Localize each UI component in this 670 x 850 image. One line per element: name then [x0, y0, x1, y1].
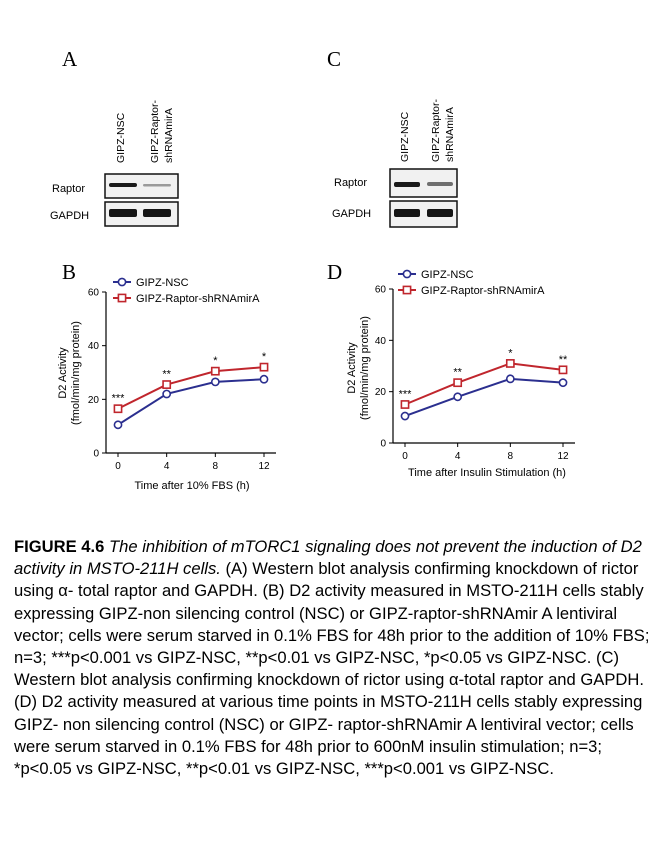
- x-tick-label: 4: [454, 451, 461, 462]
- blot-row-label: Raptor: [334, 177, 368, 189]
- y-tick-label: 40: [374, 335, 386, 347]
- blot-lane-label: GIPZ-Raptor-: [149, 99, 161, 163]
- blot-band: [109, 183, 137, 187]
- western-blot-a: [50, 99, 178, 226]
- x-tick-label: 8: [212, 461, 219, 472]
- series-line: [405, 363, 563, 404]
- x-tick-label: 8: [507, 451, 514, 462]
- data-point: [114, 421, 121, 428]
- significance-annotation: **: [162, 368, 171, 381]
- blot-lane-label: GIPZ-NSC: [115, 112, 127, 163]
- y-tick-label: 60: [374, 284, 386, 296]
- y-axis-label-units: (fmol/min/mg protein): [359, 316, 371, 420]
- blot-band: [394, 209, 420, 217]
- x-tick-label: 4: [163, 461, 170, 472]
- y-tick-label: 40: [87, 341, 99, 353]
- blot-row-label: GAPDH: [50, 210, 90, 222]
- y-tick-label: 20: [87, 394, 99, 406]
- blot-band: [143, 184, 171, 187]
- panel-label-a: A: [62, 47, 78, 71]
- legend-label: GIPZ-NSC: [136, 277, 189, 289]
- data-point: [454, 393, 461, 400]
- data-point: [559, 366, 566, 373]
- blot-lane-label: GIPZ-Raptor-: [430, 98, 442, 162]
- y-tick-label: 60: [87, 287, 99, 299]
- figure-title: The inhibition of mTORC1 signaling does not prevent the induction of D2 activity in MSTO-211H cells.: [14, 537, 642, 579]
- legend-label: GIPZ-Raptor-shRNAmirA: [421, 285, 545, 297]
- blot-band: [394, 182, 420, 187]
- y-tick-label: 20: [374, 387, 386, 399]
- data-point: [260, 364, 267, 371]
- y-axis-label: D2 Activity: [57, 347, 69, 399]
- significance-annotation: *: [213, 355, 218, 368]
- data-point: [401, 412, 408, 419]
- x-tick-label: 12: [258, 461, 270, 472]
- figure-caption: [14, 536, 654, 780]
- series-line: [118, 379, 264, 425]
- blot-band: [427, 182, 453, 186]
- data-point: [163, 390, 170, 397]
- blot-band: [143, 209, 171, 217]
- x-tick-label: 12: [557, 451, 569, 462]
- data-point: [454, 379, 461, 386]
- figure-caption-body: (A) Western blot analysis confirming knockdown of rictor using α- total raptor and GAPDH. (B) D2 activity measured in MSTO-211H cells stably expressing GIPZ-non silencing control (NSC) or GIPZ-raptor-shRNAmir A lentiviral vector; cells were serum starved in 0.1% FBS for 48h prior to the addition of 10% FBS; n=3; ***p<0.001 vs GIPZ-NSC, **p<0.01 vs GIPZ-NSC, *p<0.05 vs GIPZ-NSC. (C) Western blot analysis confirming knockdown of rictor using α-total raptor and GAPDH. (D) D2 activity measured at various time points in MSTO-211H cells stably expressing GIPZ- non silencing control (NSC) or GIPZ- raptor-shRNAmir A lentiviral vector; cells were serum starved in 0.1% FBS for 48h prior to 600nM insulin stimulation; n=3; *p<0.05 vs GIPZ-NSC, **p<0.01 vs GIPZ-NSC, ***p<0.001 vs GIPZ-NSC.: [14, 559, 650, 779]
- significance-annotation: ***: [398, 388, 412, 401]
- western-blots: [0, 0, 670, 240]
- y-tick-label: 0: [93, 448, 99, 460]
- panel-label-b: B: [62, 260, 77, 284]
- panel-label-d: D: [327, 260, 343, 284]
- data-point: [163, 381, 170, 388]
- significance-annotation: *: [261, 351, 267, 364]
- data-point: [212, 378, 219, 385]
- blot-band: [109, 209, 137, 217]
- y-axis-label-units: (fmol/min/mg protein): [70, 321, 82, 425]
- blot-row-label: Raptor: [52, 183, 86, 195]
- y-axis-label: D2 Activity: [346, 342, 358, 394]
- y-tick-label: 0: [380, 438, 386, 450]
- legend-label: GIPZ-Raptor-shRNAmirA: [136, 293, 260, 305]
- x-axis-label: Time after 10% FBS (h): [134, 480, 250, 492]
- series-line: [405, 379, 563, 416]
- legend-marker: [403, 270, 410, 277]
- blot-lane-label: shRNAmirA: [444, 107, 456, 162]
- d2-activity-insulin-chart: [335, 260, 670, 500]
- data-point: [212, 368, 219, 375]
- blot-row-label: GAPDH: [332, 208, 372, 220]
- data-point: [401, 401, 408, 408]
- blot-lane-label: GIPZ-NSC: [399, 111, 411, 162]
- x-tick-label: 0: [115, 461, 121, 472]
- d2-activity-fbs-chart: [0, 260, 335, 500]
- significance-annotation: *: [508, 347, 513, 360]
- blot-lane-label: shRNAmirA: [163, 108, 175, 163]
- figure-label: FIGURE 4.6: [14, 537, 105, 556]
- x-axis-label: Time after Insulin Stimulation (h): [408, 467, 566, 479]
- legend-marker: [118, 294, 125, 301]
- legend-label: GIPZ-NSC: [421, 269, 474, 281]
- legend-marker: [118, 278, 125, 285]
- data-point: [507, 360, 514, 367]
- legend-marker: [403, 286, 410, 293]
- data-point: [507, 375, 514, 382]
- data-point: [114, 405, 121, 412]
- significance-annotation: **: [558, 353, 568, 366]
- significance-annotation: **: [453, 366, 462, 379]
- x-tick-label: 0: [402, 451, 408, 462]
- data-point: [559, 379, 566, 386]
- panel-label-c: C: [327, 47, 342, 71]
- western-blot-c: [332, 98, 457, 227]
- significance-annotation: ***: [111, 392, 125, 405]
- blot-band: [427, 209, 453, 217]
- data-point: [260, 376, 267, 383]
